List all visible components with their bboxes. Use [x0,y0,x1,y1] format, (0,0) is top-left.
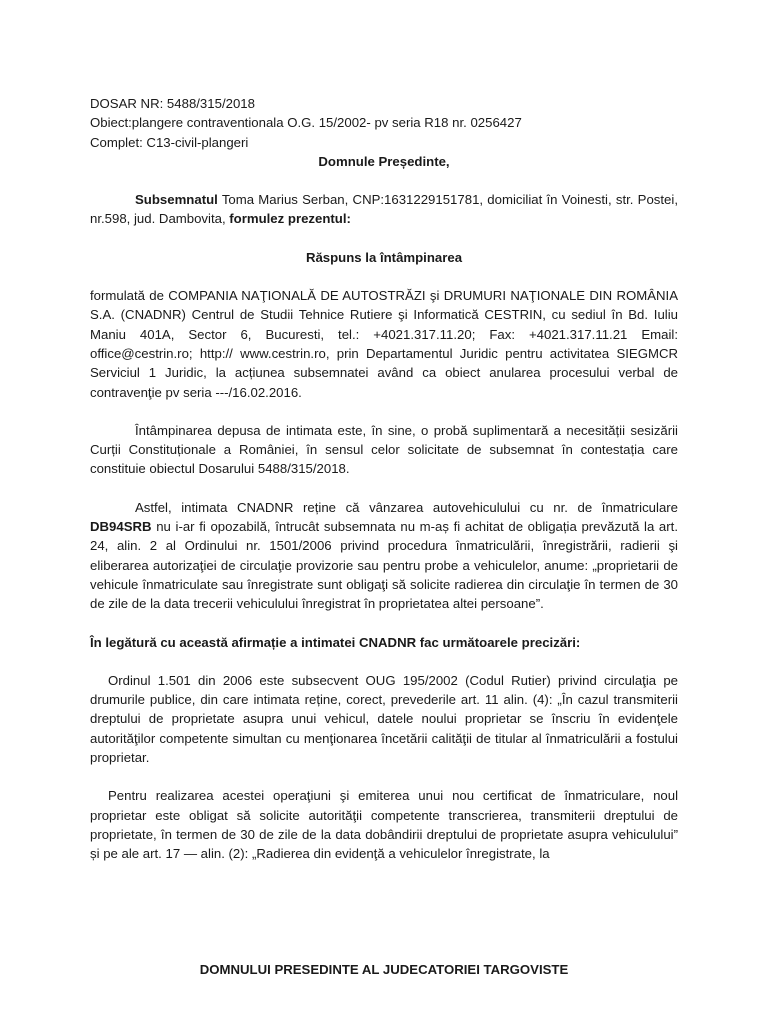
footer-addressee: DOMNULUI PRESEDINTE AL JUDECATORIEI TARGOVISTE [199,962,569,977]
section-heading: În legătură cu această afirmație a intimatei CNADNR fac următoarele precizări: [90,634,581,650]
case-panel: Complet: C13-civil-plangeri [90,134,249,150]
plate-number: DB94SRB [90,519,152,535]
salutation: Domnule Președinte, [318,153,450,169]
paragraph-1: formulată de COMPANIA NAŢIONALĂ DE AUTOSTRĂZI şi DRUMURI NAŢIONALE DIN ROMÂNIA S.A. (CNADNR) Centrul de Studii Tehnice Rutiere şi Informatică CESTRIN, cu sediul în Bd. Iuliu Maniu 401A, Sector 6, Bucuresti, tel.: +4021.317.11.20; Fax: +4021.317.11.21 Email: office@cestrin.ro; http:// www.cestrin.ro, prin Departamentul Juridic pentru activitatea SIEGMCR Serviciul 1 Juridic, la acțiunea subsemnatei având ca obiect anularea procesului verbal de contravenţie pv seria ---/16.02.2016. [90,288,678,400]
paragraph-4: Ordinul 1.501 din 2006 este subsecvent OUG 195/2002 (Codul Rutier) privind circulaţia pe drumurile publice, din care intimata reține, corect, prevederile art. 11 alin. (4): „În cazul transmiterii dreptului de proprietate asupra unui vehicul, datele noului proprietar se înscriu în evidenţele autorităţilor competente simultan cu menţionarea încetării calităţii de titular al înmatriculării a fostului proprietar. [90,672,678,766]
case-number: DOSAR NR: 5488/315/2018 [90,96,255,111]
case-object: Obiect:plangere contraventionala O.G. 15/2002- pv seria R18 nr. 0256427 [90,115,522,131]
document-page [90,94,678,864]
paragraph-3 [90,498,678,614]
intro-closing: formulez prezentul: [229,211,351,227]
paragraph-3-end: nu i-ar fi opozabilă, întrucât subsemnata nu m-aș fi achitat de obligația prevăzută la art. 24, alin. 2 al Ordinului nr. 1501/2006 privind procedura înmatriculării, înregistrării, radierii şi eliberarea autorizaţiei de circulaţie provizorie sau pentru probe a vehiculelor, anume: „proprietarii de vehicule înmatriculate sau înregistrate sunt obligaţi să solicite radierea din circulaţie în termen de 30 de zile de la data trecerii vehiculului înregistrat în proprietatea altei persoane”. [90,519,678,612]
document-title: Răspuns la întâmpinarea [305,249,463,265]
paragraph-3-start: Astfel, intimata CNADNR reține că vânzarea autovehiculului cu nr. de înmatriculare [135,499,678,515]
intro-label: Subsemnatul [135,192,218,208]
intro-paragraph [90,190,678,229]
paragraph-2: Întâmpinarea depusa de intimata este, în sine, o probă suplimentară a necesității sesizării Curții Constituționale a României, în sensul celor solicitate de subsemnat în contestația care constituie obiectul Dosarului 5488/315/2018. [90,422,678,477]
paragraph-5: Pentru realizarea acestei operaţiuni şi emiterea unui nou certificat de înmatriculare, noul proprietar este obligat să solicite autorităţii competente transcrierea, transmiterii dreptului de proprietate, în termen de 30 de zile de la data dobândirii dreptului de proprietate asupra vehiculului” și pe ale art. 17 — alin. (2): „Radierea din evidenţă a vehiculelor înregistrate, la [90,788,678,862]
intro-text: Toma Marius Serban, CNP:1631229151781, domiciliat în Voinesti, str. Postei, nr.598, jud. Dambovita, [90,192,678,227]
